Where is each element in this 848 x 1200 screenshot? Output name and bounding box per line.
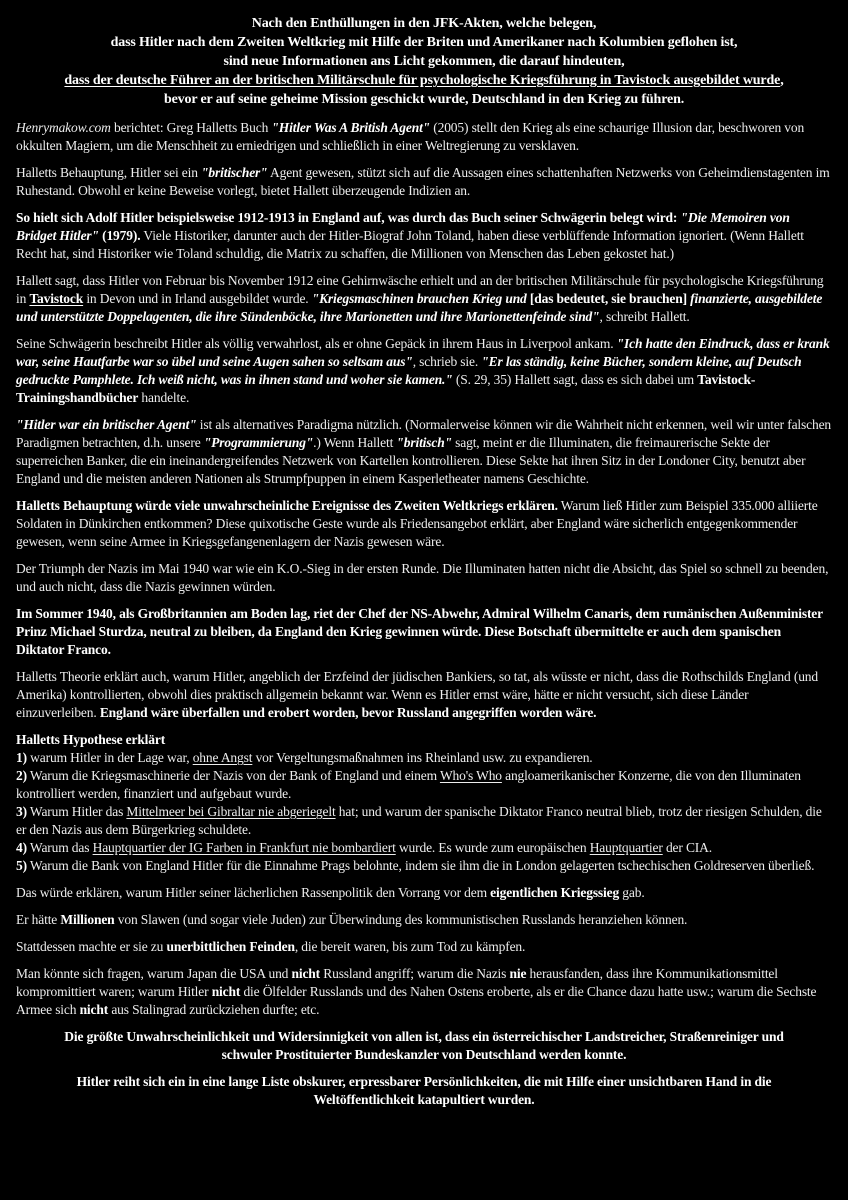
text-run: eigentlichen Kriegssieg [490, 885, 620, 900]
text-run: "Die Memoiren von Bridget Hitler" [16, 210, 790, 243]
text-run: dass der deutsche Führer an der britischen Militärschule für psychologische Kriegsführung in Tavistock ausgebildet wurde [64, 73, 781, 88]
text-run: Tavistock [29, 291, 84, 306]
text-run: Er hätte [16, 912, 61, 927]
text-run: Halletts Behauptung würde viele unwahrscheinliche Ereignisse des Zweiten Weltkriegs erklären. [16, 498, 558, 513]
para-unanswered-questions [16, 965, 832, 1019]
text-run: Der Triumph der Nazis im Mai 1940 war wie ein K.O.-Sieg in der ersten Runde. Die Illuminaten hatten nicht die Absicht, das Spiel so schnell zu beenden, und auch nicht, dass die Nazis gewinnen würden. [16, 561, 829, 594]
para-greatest-improbability [16, 1028, 832, 1064]
para-canaris-advice [16, 605, 832, 659]
text-run: nicht [211, 984, 241, 999]
text-run: 4) [16, 840, 27, 855]
text-run: Die größte Unwahrscheinlichkeit und Widersinnigkeit von allen ist, dass ein österreichischer Landstreicher, Straßenreiniger und schwuler Prostituierter Bundeskanzler von Deutschland werden konnte. [64, 1029, 784, 1062]
para-nazi-triumph-1940 [16, 560, 832, 596]
text-run: "Programmierung" [203, 435, 314, 450]
article-body [16, 14, 832, 1109]
text-run: warum Hitler in der Lage war, [26, 750, 193, 765]
text-run: , die bereit waren, bis zum Tod zu kämpfen. [294, 939, 526, 954]
para-obscure-personalities [16, 1073, 832, 1109]
text-run: Im Sommer 1940, als Großbritannien am Boden lag, riet der Chef der NS-Abwehr, Admiral Wilhelm Canaris, dem rumänischen Außenminister Prinz Michael Sturdza, neutral zu bleiben, da England den Krieg gewinnen würde. Diese Botschaft übermittelte er auch dem spanischen Diktator Franco. [16, 606, 823, 657]
text-run: nicht [79, 1002, 109, 1017]
para-ww2-improbable-events [16, 497, 832, 551]
text-run: Warum das [26, 840, 93, 855]
text-run: "Er las ständig, keine Bücher, sondern kleine, auf Deutsch gedruckte Pamphlete. Ich weiß nicht, was in ihnen stand und woher sie kamen." [16, 354, 802, 387]
text-run: Warum die Kriegsmaschinerie der Nazis von der Bank of England und einem [26, 768, 440, 783]
text-run: "Kriegsmaschinen brauchen Krieg und [311, 291, 530, 306]
text-run: ohne Angst [192, 750, 253, 765]
text-run: herausfanden, dass ihre Kommunikationsmittel kompromittiert waren; warum Hitler [16, 966, 778, 999]
text-run: ist als alternatives Paradigma nützlich. (Normalerweise können wir die Wahrheit nicht erkennen, weil wir unter falschen Paradigmen betrachten, d.h. unsere [16, 417, 832, 450]
text-run: Warum ließ Hitler zum Beispiel 335.000 alliierte Soldaten in Dünkirchen entkommen? Diese quixotische Geste wurde als Friedensangebot erklärt, aber England wäre sicherlich entgegenkommender gewesen, wenn seine Armee in Kriegsgefangenenlagern der Nazis gewesen wäre. [16, 498, 818, 549]
text-run: sagt, meint er die Illuminaten, die freimaurerische Sekte der superreichen Banker, die ein ineinandergreifendes Netzwerk von Kartellen kontrollieren. Diese Sekte hat ihren Sitz in der Londoner City, benutzt aber England und die meisten anderen Nationen als Strumpfpuppen in einem Kasperletheater namens Geschichte. [16, 435, 806, 486]
text-run: Mittelmeer bei Gibraltar nie abgeriegelt [126, 804, 336, 819]
text-run: Stattdessen machte er sie zu [16, 939, 167, 954]
text-run: Warum die Bank von England Hitler für die Einnahme Prags belohnte, indem sie ihm die in London gelagerten tschechischen Goldreserven überließ. [26, 858, 815, 873]
text-run: hat; und warum der spanische Diktator Franco neutral blieb, trotz der riesigen Schulden, die er den Nazis aus dem Bürgerkrieg schuldete. [16, 804, 822, 837]
para-racial-policy [16, 884, 832, 902]
para-millions-of-slavs [16, 911, 832, 929]
text-run: Man könnte sich fragen, warum Japan die USA und [16, 966, 292, 981]
text-run: in Devon und in Irland ausgebildet wurde. [83, 291, 312, 306]
text-run: , [780, 73, 784, 88]
text-run: unerbittlichen Feinden [166, 939, 295, 954]
para-brainwashing-tavistock [16, 272, 832, 326]
text-run: Warum Hitler das [26, 804, 127, 819]
para-rothschild-theory [16, 668, 832, 722]
text-run: "Ich hatte den Eindruck, dass er krank war, seine Hautfarbe war so übel und seine Augen sahen so seltsam aus" [16, 336, 830, 369]
text-run: aus Stalingrad zurückziehen durfte; etc. [108, 1002, 320, 1017]
text-run: Who's Who [439, 768, 502, 783]
text-run: "Hitler war ein britischer Agent" [16, 417, 197, 432]
text-run: 1) [16, 750, 27, 765]
text-run: Halletts Hypothese erklärt [16, 732, 166, 747]
para-alternative-paradigm [16, 416, 832, 488]
text-run: 5) [16, 858, 27, 873]
text-run: sind neue Informationen ans Licht gekommen, die darauf hindeuten, [223, 54, 625, 69]
text-run: angloamerikanischer Konzerne, die von den Illuminaten kontrolliert werden, finanziert und aufgebaut wurde. [16, 768, 801, 801]
text-run: vor Vergeltungsmaßnahmen ins Rheinland usw. zu expandieren. [252, 750, 593, 765]
para-sister-in-law [16, 335, 832, 407]
text-run: "Hitler Was A British Agent" [271, 120, 431, 135]
text-run: Das würde erklären, warum Hitler seiner lächerlichen Rassenpolitik den Vorrang vor dem [16, 885, 491, 900]
text-run: dass Hitler nach dem Zweiten Weltkrieg mit Hilfe der Briten und Amerikaner nach Kolumbien geflohen ist, [110, 35, 738, 50]
text-run: nie [509, 966, 527, 981]
text-run: der CIA. [662, 840, 712, 855]
text-run: So hielt sich Adolf Hitler beispielsweise 1912-1913 in England auf, was durch das Buch seiner Schwägerin belegt wird: [16, 210, 681, 225]
text-run: England wäre überfallen und erobert worden, bevor Russland angegriffen worden wäre. [99, 705, 597, 720]
text-run: .) Wenn Hallett [313, 435, 397, 450]
text-run: , schrieb sie. [412, 354, 482, 369]
para-hitler-england-1912 [16, 209, 832, 263]
text-run: (2005) stellt den Krieg als eine schaurige Illusion dar, beschworen von okkulten Magiern, um die Menschheit zu erniedrigen und schließlich in einer Weltregierung zu versklaven. [16, 120, 805, 153]
text-run: 3) [16, 804, 27, 819]
para-implacable-enemies [16, 938, 832, 956]
text-run: "britischer" [201, 165, 268, 180]
text-run: berichtet: Greg Halletts Buch [110, 120, 272, 135]
text-run: die Ölfelder Russlands und des Nahen Ostens eroberte, als er die Chance dazu hatte usw.; warum die Sechste Armee sich [16, 984, 817, 1017]
text-run: finanzierte, ausgebildete und unterstützte Doppelagenten, die ihre Sündenböcke, ihre Marionetten und ihre Marionettenfeinde sind" [16, 291, 823, 324]
text-run: von Slawen (und sogar viele Juden) zur Überwindung des kommunistischen Russlands heranziehen können. [114, 912, 688, 927]
text-run: 2) [16, 768, 27, 783]
text-run: (1979). [98, 228, 141, 243]
text-run: Tavistock-Trainingshandbücher [16, 372, 756, 405]
text-run: Russland angriff; warum die Nazis [320, 966, 510, 981]
text-run: , schreibt Hallett. [599, 309, 690, 324]
text-run: Halletts Theorie erklärt auch, warum Hitler, angeblich der Erzfeind der jüdischen Bankiers, so tat, als wüsste er nicht, dass die Rothschilds England (und Amerika) kontrollierten, obwohl dies praktisch allgemein bekannt war. Wenn es Hitler ernst wäre, hätte er nicht versucht, sich diese Länder einzuverleiben. [16, 669, 819, 720]
text-run: Seine Schwägerin beschreibt Hitler als völlig verwahrlost, als er ohne Gepäck in ihrem Haus in Liverpool ankam. [16, 336, 617, 351]
text-run: Agent gewesen, stützt sich auf die Aussagen eines schattenhaften Netzwerks von Geheimdienstagenten im Ruhestand. Obwohl er keine Beweise vorlegt, bietet Hallett überzeugende Indizien an. [16, 165, 830, 198]
text-run: handelte. [138, 390, 190, 405]
text-run: Viele Historiker, darunter auch der Hitler-Biograf John Toland, haben diese verblüffende Information ignoriert. (Wenn Hallett Recht hat, sind Historiker wie Toland schuldig, die Matrix zu schaffen, die Millionen von Menschen das Leben gekostet hat.) [16, 228, 804, 261]
text-run: [das bedeutet, sie brauchen] [529, 291, 687, 306]
text-run: Hitler reiht sich ein in eine lange Liste obskurer, erpressbarer Persönlichkeiten, die mit Hilfe einer unsichtbaren Hand in die Weltöffentlichkeit katapultiert wurden. [76, 1074, 772, 1107]
headline [16, 14, 832, 109]
para-hallett-claim [16, 164, 832, 200]
text-run: bevor er auf seine geheime Mission geschickt wurde, Deutschland in den Krieg zu führen. [163, 92, 685, 107]
text-run: Hauptquartier der IG Farben in Frankfurt nie bombardiert [92, 840, 396, 855]
text-run: wurde. Es wurde zum europäischen [395, 840, 590, 855]
text-run: Millionen [60, 912, 115, 927]
list-hallett-hypothesis [16, 731, 832, 875]
text-run: Henrymakow.com [16, 120, 111, 135]
text-run: nicht [291, 966, 321, 981]
text-run: "britisch" [396, 435, 452, 450]
text-run: Nach den Enthüllungen in den JFK-Akten, welche belegen, [251, 16, 597, 31]
text-run: Hauptquartier [589, 840, 663, 855]
text-run: (S. 29, 35) Hallett sagt, dass es sich dabei um [452, 372, 698, 387]
text-run: Halletts Behauptung, Hitler sei ein [16, 165, 202, 180]
para-henrymakow-report [16, 119, 832, 155]
text-run: gab. [619, 885, 645, 900]
text-run: Hallett sagt, dass Hitler von Februar bis November 1912 eine Gehirnwäsche erhielt und an der britischen Militärschule für psychologische Kriegsführung in [16, 273, 824, 306]
